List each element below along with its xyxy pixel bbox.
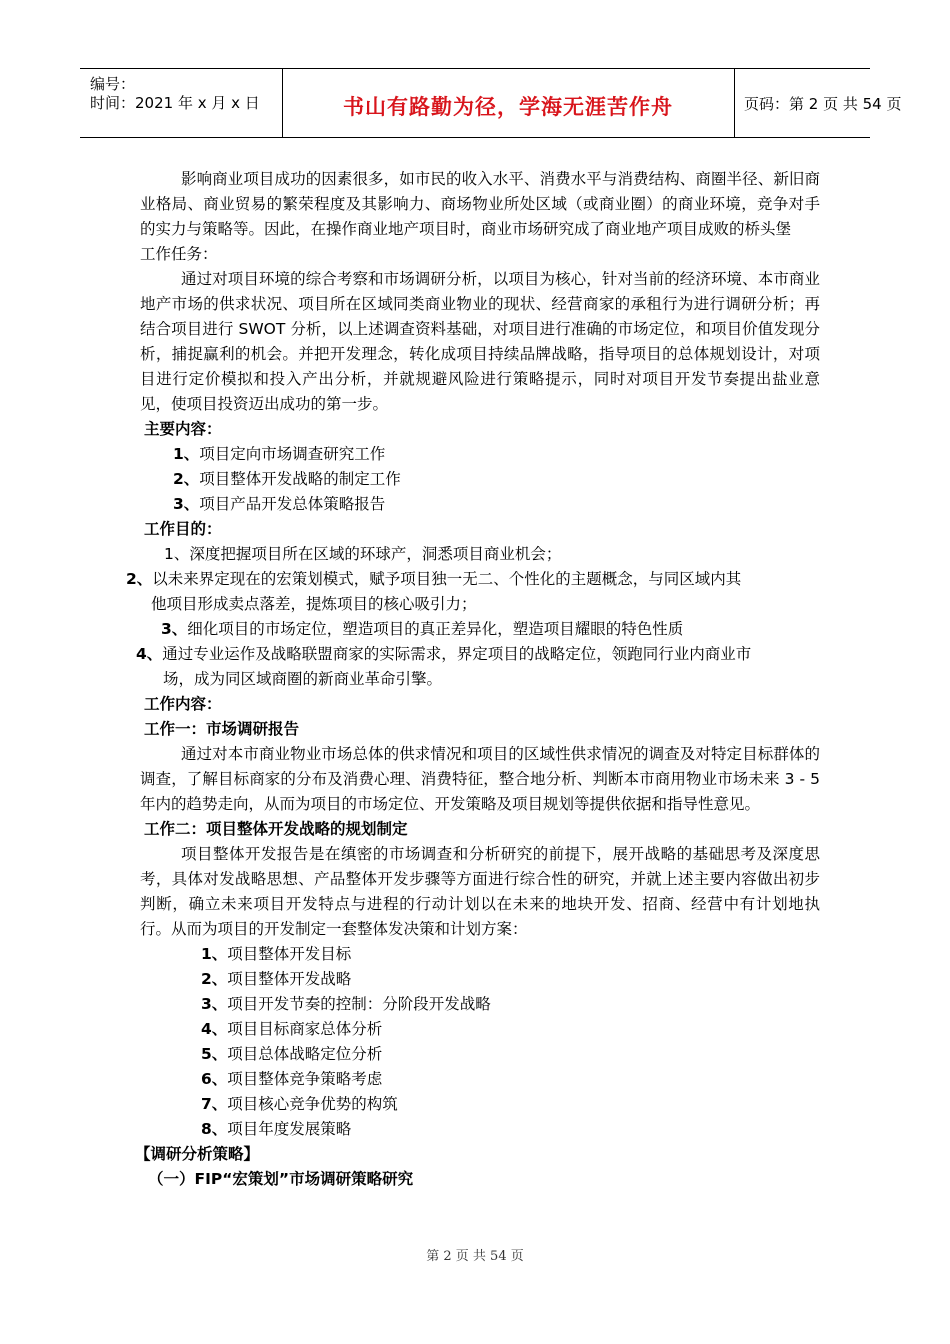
document-date: 时间：2021 年 x 月 x 日 (90, 94, 260, 112)
work2-item-number: 2、 (201, 970, 228, 988)
work2-item-number: 8、 (201, 1120, 228, 1138)
work2-item-text: 项目年度发展策略 (227, 1120, 352, 1138)
intro-paragraph: 影响商业项目成功的因素很多，如市民的收入水平、消费水平与消费结构、商圈半径、新旧商业格局、商业贸易的繁荣程度及其影响力、商场物业所处区域（或商业圈）的商业环境，竞争对手的实力与策略等。因此，在操作商业地产项目时，商业市场研究成了商业地产项目成败的桥头堡 (140, 170, 820, 238)
purpose-item-4-cont: 场，成为同区域商圈的新商业革命引擎。 (163, 670, 443, 688)
task-paragraph: 通过对项目环境的综合考察和市场调研分析，以项目为核心，针对当前的经济环境、本市商业地产市场的供求状况、项目所在区域同类商业物业的现状、经营商家的承租行为进行调研分析；再结合项目进行 SWOT 分析，以上述调查资料基础，对项目进行准确的市场定位，和项目价值发现分析，捕捉赢利的机会。并把开发理念，转化成项目持续品牌战略，指导项目的总体规划设计，对项目进行定价模拟和投入产出分析，并就规避风险进行策略提示，同时对项目开发节奏提出盐业意见，使项目投资迈出成功的第一步。 (140, 270, 820, 413)
work-content-heading: 工作内容： (144, 695, 222, 713)
document-number-label: 编号： (90, 75, 136, 93)
purpose-item-text: 以未来界定现在的宏策划模式，赋予项目独一无二、个性化的主题概念，与同区域内其 (152, 570, 742, 588)
work2-item (140, 1117, 820, 1142)
main-item-text: 项目整体开发战略的制定工作 (199, 470, 401, 488)
work2-item-number: 6、 (201, 1070, 228, 1088)
strategy-heading: 【调研分析策略】 (135, 1145, 260, 1163)
work2-item-text: 项目整体开发战略 (227, 970, 352, 988)
main-content-heading: 主要内容： (144, 420, 222, 438)
work2-item-text: 项目开发节奏的控制：分阶段开发战略 (227, 995, 491, 1013)
task-label: 工作任务： (140, 245, 218, 263)
work2-item-text: 项目核心竞争优势的构筑 (227, 1095, 398, 1113)
purpose-item-1: 1、深度把握项目所在区域的环球产，洞悉项目商业机会； (164, 545, 562, 563)
main-item-text: 项目定向市场调查研究工作 (199, 445, 386, 463)
work2-paragraph: 项目整体开发报告是在缜密的市场调查和分析研究的前提下，展开战略的基础思考及深度思考，具体对发战略思想、产品整体开发步骤等方面进行综合性的研究，并就上述主要内容做出初步判断，确立未来项目开发特点与进程的行动计划以在未来的地块开发、招商、经营中有计划地执行。从而为项目的开发制定一套整体发决策和计划方案： (140, 845, 820, 938)
work2-item (140, 1067, 820, 1092)
page-header (80, 68, 902, 138)
work2-item (140, 967, 820, 992)
purpose-item-2 (126, 567, 820, 592)
purpose-item-4 (136, 642, 820, 667)
main-item-text: 项目产品开发总体策略报告 (199, 495, 386, 513)
main-item (140, 442, 820, 467)
purpose-item-text: 细化项目的市场定位，塑造项目的真正差异化，塑造项目耀眼的特色性质 (187, 620, 684, 638)
purpose-item-number: 3、 (161, 620, 188, 638)
work2-item-number: 7、 (201, 1095, 228, 1113)
header-page-cell (734, 69, 902, 137)
purpose-item-3 (140, 617, 820, 642)
main-item-number: 1、 (173, 445, 200, 463)
purpose-item-number: 2、 (126, 570, 153, 588)
work2-item (140, 1017, 820, 1042)
purpose-item-text: 通过专业运作及战略联盟商家的实际需求，界定项目的战略定位，领跑同行业内商业市 (162, 645, 752, 663)
header-meta-cell (80, 69, 283, 137)
work1-paragraph: 通过对本市商业物业市场总体的供求情况和项目的区域性供求情况的调查及对特定目标群体的调查，了解目标商家的分布及消费心理、消费特征，整合地分析、判断本市商用物业市场未来 3 - 5 年内的趋势走向，从而为项目的市场定位、开发策略及项目规划等提供依据和指导性意见。 (140, 745, 820, 813)
work2-item (140, 942, 820, 967)
work2-item-number: 1、 (201, 945, 228, 963)
header-motto-cell (282, 69, 735, 137)
main-item (140, 467, 820, 492)
work2-item-text: 项目整体开发目标 (227, 945, 352, 963)
work2-item-number: 5、 (201, 1045, 228, 1063)
page-footer: 第 2 页 共 54 页 (426, 1249, 524, 1264)
purpose-item-number: 4、 (136, 645, 163, 663)
strategy-subheading: （一）FIP“宏策划”市场调研策略研究 (148, 1170, 414, 1188)
work2-item-number: 4、 (201, 1020, 228, 1038)
main-item (140, 492, 820, 517)
work2-item (140, 992, 820, 1017)
purpose-heading: 工作目的： (144, 520, 222, 538)
header-motto: 书山有路勤为径，学海无涯苦作舟 (343, 95, 673, 119)
work2-item (140, 1042, 820, 1067)
work1-title: 工作一：市场调研报告 (144, 720, 300, 738)
main-item-number: 3、 (173, 495, 200, 513)
purpose-item-2-cont: 他项目形成卖点落差，提炼项目的核心吸引力； (151, 595, 477, 613)
work2-item-text: 项目总体战略定位分析 (227, 1045, 383, 1063)
work2-item-text: 项目整体竞争策略考虑 (227, 1070, 383, 1088)
work2-item (140, 1092, 820, 1117)
document-body (126, 167, 820, 1192)
work2-title: 工作二：项目整体开发战略的规划制定 (144, 820, 408, 838)
work2-item-text: 项目目标商家总体分析 (227, 1020, 383, 1038)
main-item-number: 2、 (173, 470, 200, 488)
header-page-info: 页码：第 2 页 共 54 页 (744, 95, 902, 113)
work2-item-number: 3、 (201, 995, 228, 1013)
